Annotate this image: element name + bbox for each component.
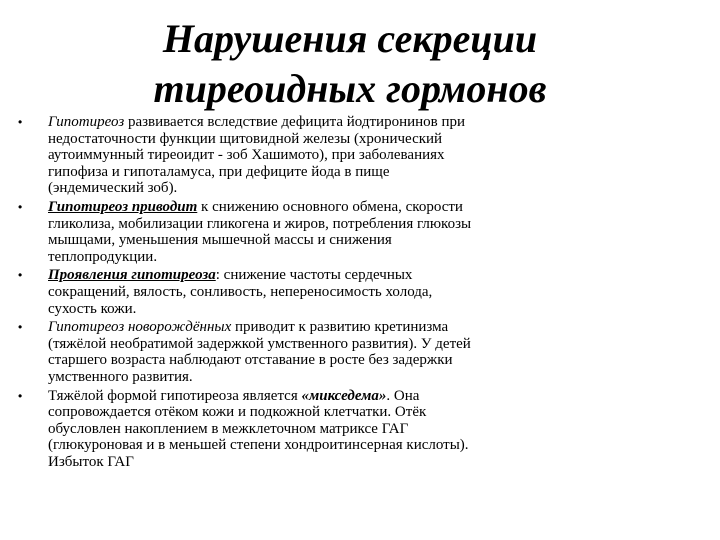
bullet-text: теплопродукции. xyxy=(48,248,158,265)
title-line-2: тиреоидных гормонов xyxy=(153,66,547,111)
bullet-text: сокращений, вялость, сонливость, непереносимость холода, xyxy=(48,283,433,300)
bullet-item xyxy=(18,388,578,471)
bullet-text: сухость кожи. xyxy=(48,300,137,317)
bullet-text: (глюкуроновая и в меньшей степени хондроитинсерная кислоты). xyxy=(48,437,469,454)
bullet-text: сопровождается отёком кожи и подкожной клетчатки. Отёк xyxy=(48,404,427,421)
bullet-item xyxy=(18,114,578,197)
bullet-text: гипофиза и гипоталамуса, при дефиците йода в пище xyxy=(48,163,390,180)
bullet-text: приводит к развитию кретинизма xyxy=(231,319,449,336)
bullet-dot-icon: • xyxy=(18,388,23,403)
bullet-emphasis: Гипотиреоз xyxy=(48,114,125,130)
bullet-dot-icon: • xyxy=(18,199,23,214)
bullet-item xyxy=(18,199,578,265)
bullet-dot-icon: • xyxy=(18,320,23,335)
title-line-1: Нарушения секреции xyxy=(162,16,538,61)
slide-title xyxy=(150,14,550,114)
bullet-dot-icon: • xyxy=(18,268,23,283)
bullet-text: умственного развития. xyxy=(48,368,193,385)
bullet-list xyxy=(18,114,578,472)
bullet-text: аутоиммунный тиреоидит - зоб Хашимото), при заболеваниях xyxy=(48,147,445,164)
bullet-emphasis: Гипотиреоз новорождённых xyxy=(48,319,232,336)
bullet-text: к снижению основного обмена, скорости xyxy=(197,198,463,215)
bullet-text: . Она xyxy=(386,387,420,404)
bullet-text: мышцами, уменьшения мышечной массы и снижения xyxy=(48,232,392,249)
bullet-emphasis: «микседема» xyxy=(301,387,387,404)
bullet-text: (эндемический зоб). xyxy=(48,180,178,197)
bullet-emphasis: Проявления гипотиреоза xyxy=(48,267,216,284)
bullet-text: : снижение частоты сердечных xyxy=(215,267,413,284)
bullet-text: развивается вследствие дефицита йодтиронинов при xyxy=(124,114,466,130)
bullet-text: недостаточности функции щитовидной железы (хронический xyxy=(48,130,443,147)
bullet-text: обусловлен накоплением в межклеточном матриксе ГАГ xyxy=(48,420,409,437)
bullet-text: гликолиза, мобилизации гликогена и жиров, потребления глюкозы xyxy=(48,215,472,232)
bullet-text: (тяжёлой необратимой задержкой умственного развития). У детей xyxy=(48,335,471,352)
bullet-emphasis: Гипотиреоз приводит xyxy=(48,198,198,215)
bullet-text: старшего возраста наблюдают отставание в росте без задержки xyxy=(48,352,453,369)
bullet-item xyxy=(18,319,578,385)
bullet-text: Избыток ГАГ xyxy=(48,453,134,470)
bullet-text: Тяжёлой формой гипотиреоза является xyxy=(48,387,302,404)
bullet-dot-icon: • xyxy=(18,115,23,129)
bullet-item xyxy=(18,267,578,317)
